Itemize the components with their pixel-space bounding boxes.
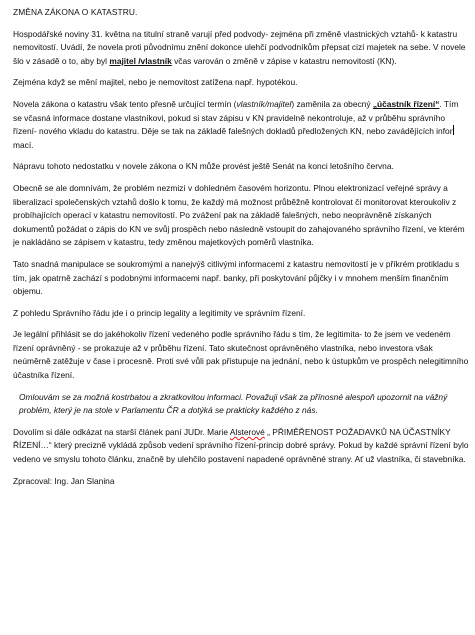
document-title: ZMĚNA ZÁKONA O KATASTRU. bbox=[13, 7, 138, 17]
paragraph-2: Zejména když se mění majitel, nebo je nemovitost zatížena např. hypotékou. bbox=[13, 77, 298, 88]
p3-text-a: Novela zákona o katastru však tento přesně určující termín ( bbox=[13, 98, 237, 109]
p1-emphasis-owner: majitel /vlastník bbox=[109, 55, 172, 66]
paragraph-4: Nápravu tohoto nedostatku v novele zákona o KN může provést ještě Senát na konci letošního června. bbox=[13, 161, 394, 172]
paragraph-1 bbox=[13, 28, 469, 69]
paragraph-5: Obecně se ale domnívám, že problém nezmizí v dohledném časovém horizontu. Plnou elektronizací veřejné správy a liberalizací společenských vztahů došlo k tomu, že každý má možnost průběžně kontrolovat či monitorovat kteroukoliv z probíhajících operací v katastru nemovitostí. Po zvážení pak na základě falešných, nebo neoprávněně získaných dokumentů požádat o zápis do KN ve svůj prospěch nebo následně vstoupit do zahajovaného správního řízení, ve kterém je nakládáno se zápisem v katastru, tedy změnou majetkových poměrů vlastníka. bbox=[13, 182, 465, 248]
paragraph-10 bbox=[13, 426, 469, 467]
paragraph-3 bbox=[13, 98, 469, 152]
p10-text-b: „ PŘIMĚŘENOST POŽADAVKŮ NA ÚČASTNÍKY ŘÍZENÍ…“ který precizně vykládá způsob vedení správního řízení-princip dobré správy. Pokud by každé správní řízení bylo vedeno ve smyslu tohoto článku, značně by ulehčilo postavení napadené oprávněné strany. Ať už vlastníka, či stavebníka. bbox=[13, 426, 469, 465]
p10-text-a: Dovolím si dále odkázat na starší článek paní JUDr. Marie bbox=[13, 426, 230, 437]
p3-text-c: . Tím se včasná informace dostane vlastníkovi, pokud si stav zápisu v KN pravidelně nekontroluje, až v průběhu správního řízení- nového vkladu do katastru. Děje se tak na základě falešných dokladů předložených KN, nebo zavádějících infor bbox=[13, 98, 459, 137]
paragraph-7: Z pohledu Správního řádu jde i o princip legality a legitimity ve správním řízení. bbox=[13, 307, 306, 318]
p3-text-b: ) zaměnila za obecný bbox=[291, 98, 373, 109]
paragraph-9-apology: Omlouvám se za možná kostrbatou a zkratkovitou informaci. Považuji však za přínosné alespoň upozornit na vážný problém, který je na stole v Parlamentu ČR a dotýká se prakticky každého z nás. bbox=[19, 391, 448, 416]
p10-misspelled-name: Alsterové bbox=[229, 426, 265, 437]
document-page bbox=[13, 6, 469, 496]
signature: Zpracoval: Ing. Jan Slanina bbox=[13, 475, 115, 486]
paragraph-8: Je legální přihlásit se do jakéhokoliv řízení vedeného podle správního řádu s tím, že legitimita- to že jsem ve vedeném řízení oprávněný - se prokazuje až v průběhu řízení. Tato skutečnost oprávněného vlastníka, nebo investora však neúměrně zatěžuje v čase i procesně. Proti své vůli pak přistupuje na jednání, nebo k ústupkům ve prospěch nelegitimního účastníka řízení. bbox=[13, 329, 469, 381]
p3-emphasis-participant: „účastník řízení“ bbox=[372, 98, 440, 109]
text-cursor[interactable] bbox=[453, 125, 454, 135]
p3-text-d: mací. bbox=[13, 139, 34, 150]
p3-italic-term: vlastník/majitel bbox=[236, 98, 292, 109]
p1-text-end: včas varován o změně v zápise v katastru nemovitostí (KN). bbox=[171, 55, 397, 66]
paragraph-6: Tato snadná manipulace se soukromými a nanejvýš citlivými informacemi z katastru nemovitostí je v příkrém protikladu s tím, jak opatrně zachází s podobnými informacemi např. banky, při poskytování půjčky i v mnohem menším finančním objemu. bbox=[13, 258, 460, 297]
p1-text-start: Hospodářské noviny 31. května na titulní straně varují před podvody- zejména při změně vlastnických vztahů- k katastru nemovitostí. Uvádí, že novela proti původnímu znění dokonce ulehčí podvodníkům přepsat cizí majetek na sebe. V novele šlo v zásadě o to, aby byl bbox=[13, 28, 466, 66]
